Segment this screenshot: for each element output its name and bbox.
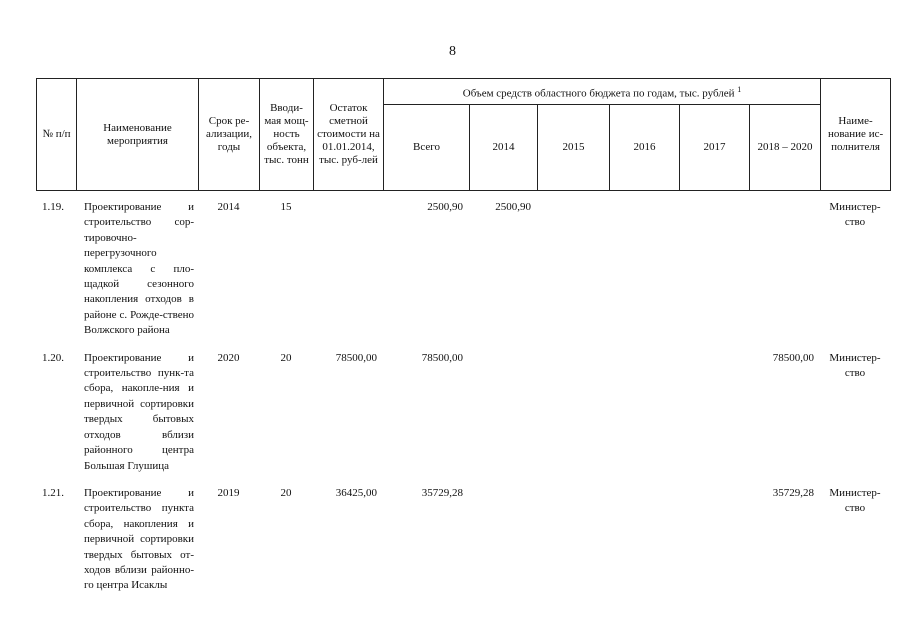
row-name: Проектирование и строительство пункта сбора, накопления и первичной сортировки твердых бытовых от-ходов вблизи районно-го центра Исаклы — [84, 486, 194, 592]
row-num: 1.20. — [42, 351, 64, 364]
row-total: 35729,28 — [421, 486, 463, 499]
row-balance: 36425,00 — [335, 486, 377, 499]
row-balance: 78500,00 — [335, 351, 377, 364]
header-executor: Наиме-нование ис-полнителя — [821, 79, 891, 191]
table-body — [36, 200, 890, 594]
row-2014 — [469, 351, 537, 474]
row-2014: 2500,90 — [495, 201, 531, 213]
row-num: 1.21. — [42, 486, 64, 499]
header-2017: 2017 — [680, 105, 750, 191]
table-row — [36, 486, 890, 594]
header-total: Всего — [384, 105, 470, 191]
row-executor: Министер-ство — [829, 351, 881, 380]
header-num: № п/п — [37, 79, 77, 191]
row-2015 — [537, 351, 609, 474]
table-row — [36, 200, 890, 339]
header-2014: 2014 — [470, 105, 538, 191]
row-total: 78500,00 — [421, 351, 463, 364]
row-term: 2014 — [217, 201, 240, 213]
row-capacity: 20 — [280, 486, 292, 499]
row-balance — [313, 200, 383, 339]
row-2015 — [537, 200, 609, 339]
row-2016 — [609, 200, 679, 339]
row-2015 — [537, 486, 609, 594]
table-row — [36, 351, 890, 474]
row-executor: Министер-ство — [829, 486, 881, 515]
row-2018-2020: 35729,28 — [772, 486, 814, 499]
row-2017 — [679, 486, 749, 594]
header-balance: Остаток сметной стоимости на 01.01.2014, тыс. руб-лей — [314, 79, 384, 191]
row-num: 1.19. — [42, 201, 64, 213]
header-term: Срок ре-ализации, годы — [199, 79, 260, 191]
row-2014 — [469, 486, 537, 594]
row-2016 — [609, 351, 679, 474]
header-budget-label: Объем средств областного бюджета по годам, тыс. рублей — [462, 87, 735, 100]
header-budget-group — [384, 79, 821, 105]
header-capacity: Вводи-мая мощ-ность объекта, тыс. тонн — [260, 79, 314, 191]
row-term: 2019 — [217, 486, 240, 499]
page-number: 8 — [449, 44, 456, 59]
row-total: 2500,90 — [427, 201, 463, 213]
row-capacity: 15 — [280, 201, 292, 213]
header-name: Наименование мероприятия — [77, 79, 199, 191]
row-executor: Министер-ство — [829, 201, 881, 229]
header-2015: 2015 — [538, 105, 610, 191]
row-name: Проектирование и строительство пунк-та сбора, накопле-ния и первичной сортировки твердых бытовых отходов вблизи районного центра Большая Глушица — [84, 351, 194, 472]
row-2018-2020 — [749, 200, 820, 339]
row-2016 — [609, 486, 679, 594]
row-term: 2020 — [217, 351, 240, 364]
header-2016: 2016 — [610, 105, 680, 191]
row-2018-2020: 78500,00 — [772, 351, 814, 364]
header-budget-footnote: 1 — [737, 84, 742, 94]
row-2017 — [679, 351, 749, 474]
row-name: Проектирование и строительство сор-тировочно-перегрузочного комплекса с пло-щадкой сезонного накопления отходов в районе с. Рожде-ствено Волжского района — [84, 201, 194, 337]
table-header — [36, 78, 891, 191]
header-2018-2020: 2018 – 2020 — [750, 105, 821, 191]
row-2017 — [679, 200, 749, 339]
row-capacity: 20 — [280, 351, 292, 364]
